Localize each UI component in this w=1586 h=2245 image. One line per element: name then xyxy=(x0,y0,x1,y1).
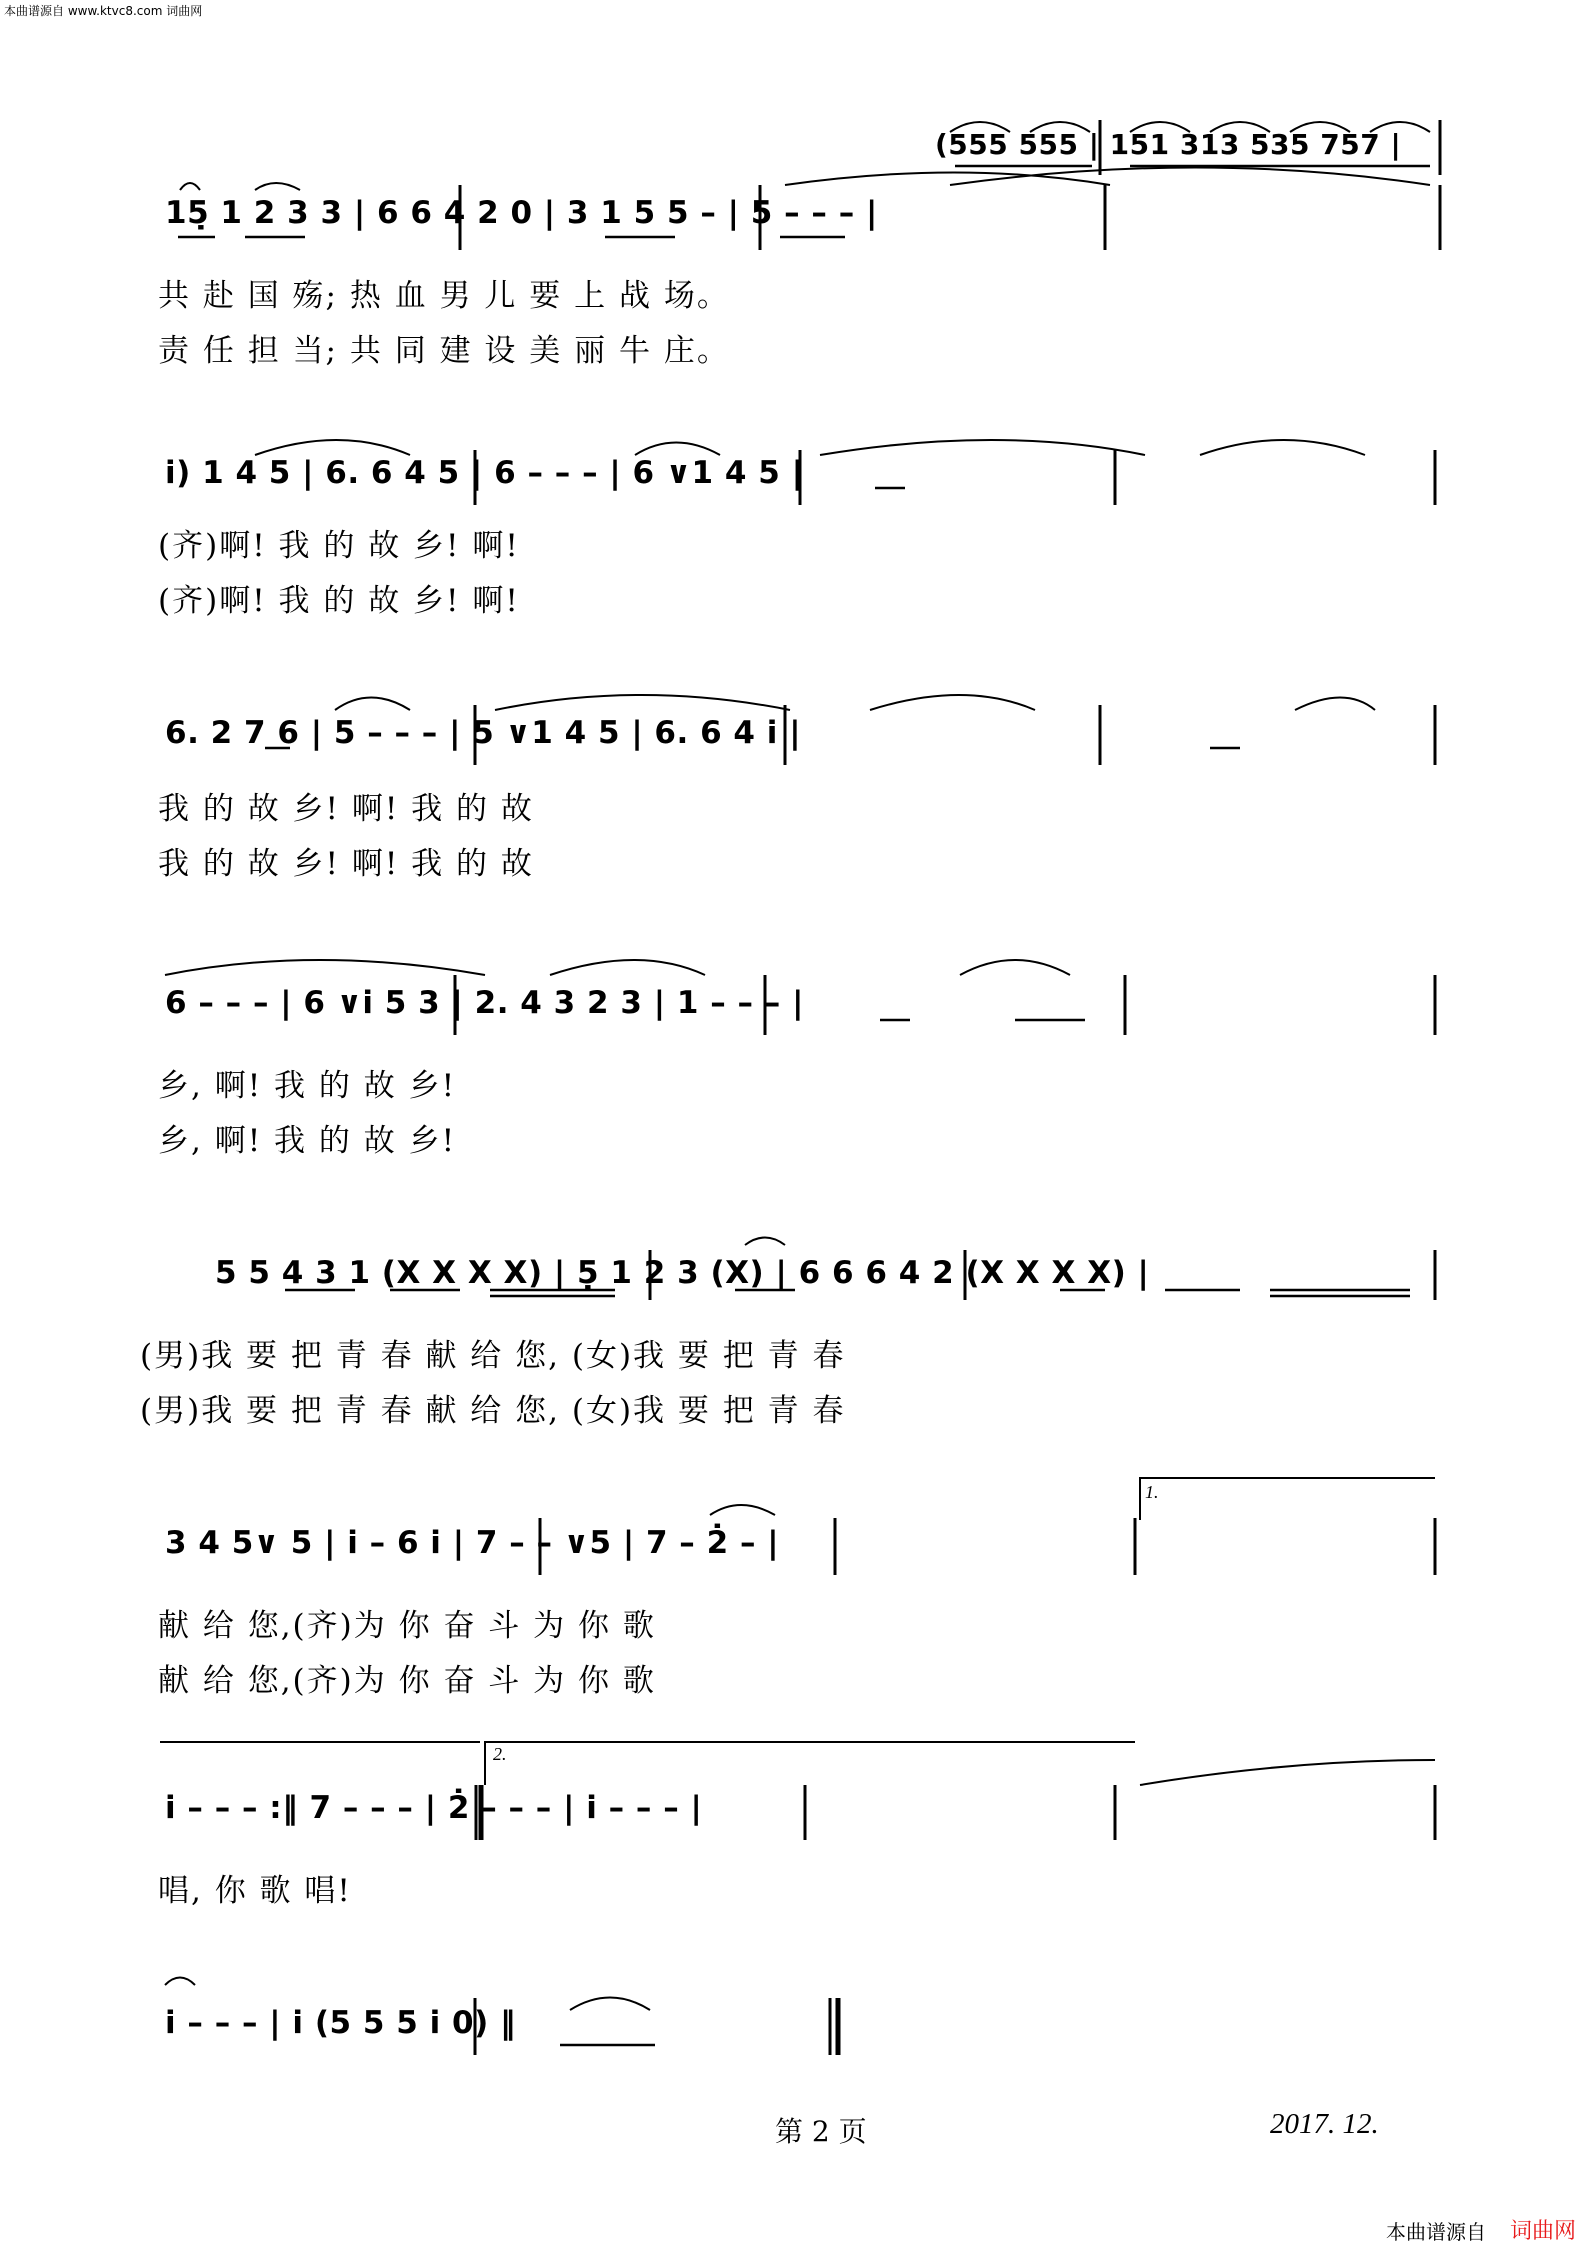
system-0-intro: (555 555 | 151 313 535 757 | xyxy=(935,128,1402,161)
system-6-notes: i – – – :‖ 7 – – – | 2̇ – – – | i – – – | xyxy=(165,1790,703,1826)
system-7-notes: i – – – | i (5 5 5 i 0) ‖ xyxy=(165,2005,517,2041)
system-1-lyric-1: (齐)啊! 我 的 故 乡! 啊! xyxy=(158,528,520,564)
system-3-lyric-1: 乡, 啊! 我 的 故 乡! xyxy=(158,1068,457,1104)
page-number: 第 2 页 xyxy=(775,2115,867,2148)
system-2-lyric-2: 我 的 故 乡! 啊! 我 的 故 xyxy=(158,846,534,882)
system-1-notes: i) 1 4 5 | 6. 6 4 5 | 6 – – – | 6 ∨1 4 5 | xyxy=(165,455,804,491)
system-5-lyric-2: 献 给 您,(齐)为 你 奋 斗 为 你 歌 xyxy=(158,1663,656,1699)
system-4-notes: 5 5 4 3 1 (X X X X) | 5̣ 1 2 3 (X) | 6 6 6 4 2 (X X X X) | xyxy=(215,1255,1150,1291)
watermark-bottom-right: 词曲网 xyxy=(1509,2219,1576,2244)
system-1-lyric-2: (齐)啊! 我 的 故 乡! 啊! xyxy=(158,583,520,619)
volta-2-label: 2. xyxy=(493,1744,507,1764)
watermark-top: 本曲谱源自 www.ktvc8.com 词曲网 xyxy=(4,4,203,18)
system-4-lyric-2: (男)我 要 把 青 春 献 给 您, (女)我 要 把 青 春 xyxy=(140,1393,846,1429)
system-2-lyric-1: 我 的 故 乡! 啊! 我 的 故 xyxy=(158,791,534,827)
system-0-lyric-2: 责 任 担 当; 共 同 建 设 美 丽 牛 庄。 xyxy=(158,333,730,369)
system-0-notes: 15̣ 1 2 3 3 | 6 6 4 2 0 | 3 1 5 5 – | 5 – – – | xyxy=(165,195,878,231)
system-4-lyric-1: (男)我 要 把 青 春 献 给 您, (女)我 要 把 青 春 xyxy=(140,1338,846,1374)
system-2-notes: 6. 2 7 6 | 5 – – – | 5 ∨1 4 5 | 6. 6 4 i | xyxy=(165,715,802,751)
system-3-lyric-2: 乡, 啊! 我 的 故 乡! xyxy=(158,1123,457,1159)
system-0-lyric-1: 共 赴 国 殇; 热 血 男 儿 要 上 战 场。 xyxy=(158,278,730,314)
system-5-notes: 3 4 5∨ 5 | i – 6 i | 7 – – ∨5 | 7 – 2̇ – | xyxy=(165,1525,780,1561)
system-6-lyric-1: 唱, 你 歌 唱! xyxy=(158,1873,352,1909)
watermark-bottom-left: 本曲谱源自 xyxy=(1386,2220,1486,2244)
date: 2017. 12. xyxy=(1270,2108,1379,2140)
system-3-notes: 6 – – – | 6 ∨i 5 3 | 2. 4 3 2 3 | 1 – – – | xyxy=(165,985,804,1021)
system-5-lyric-1: 献 给 您,(齐)为 你 奋 斗 为 你 歌 xyxy=(158,1608,656,1644)
volta-1-label: 1. xyxy=(1145,1482,1159,1502)
